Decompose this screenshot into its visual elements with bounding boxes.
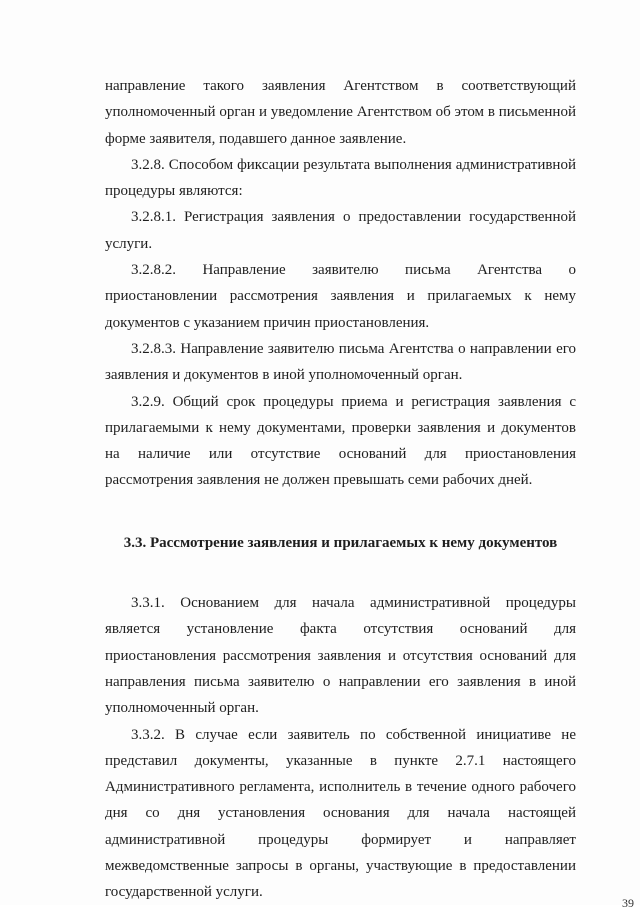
page-number: 39 bbox=[622, 896, 634, 910]
paragraph-3-2-8-3: 3.2.8.3. Направление заявителю письма Агентства о направлении его заявления и документов в иной уполномоченный орган. bbox=[105, 340, 576, 384]
paragraph-3-2-9: 3.2.9. Общий срок процедуры приема и регистрация заявления с прилагаемыми к нему документами, проверки заявления и документов на наличие или отсутствие оснований для приостановления рассмотрения заявления не должен превышать семи рабочих дней. bbox=[105, 393, 576, 489]
spacer bbox=[105, 494, 576, 530]
spacer bbox=[105, 556, 576, 590]
paragraph-3-3-1: 3.3.1. Основанием для начала административной процедуры является установление факта отсутствия оснований для приостановления рассмотрения заявления и отсутствия оснований для направления письма заявителю о направлении его заявления в иной уполномоченный орган. bbox=[105, 595, 576, 717]
paragraph-3-2-8: 3.2.8. Способом фиксации результата выполнения административной процедуры являются: bbox=[105, 156, 576, 200]
paragraph-3-2-8-2: 3.2.8.2. Направление заявителю письма Агентства о приостановлении рассмотрения заявления и прилагаемых к нему документов с указанием причин приостановления. bbox=[105, 262, 576, 331]
paragraph-3-3-2: 3.3.2. В случае если заявитель по собственной инициативе не представил документы, указанные в пункте 2.7.1 настоящего Административного регламента, исполнитель в течение одного рабочего дня со дня установления основания для начала настоящей административной процедуры формирует и направляет межведомственные запросы в органы, участвующие в предоставлении государственной услуги. bbox=[105, 726, 576, 901]
paragraph-3-2-8-1: 3.2.8.1. Регистрация заявления о предоставлении государственной услуги. bbox=[105, 209, 576, 252]
paragraph-continuation: направление такого заявления Агентством в соответствующий уполномоченный орган и уведомление Агентством об этом в письменной форме заявителя, подавшего данное заявление. bbox=[105, 78, 576, 147]
document-body bbox=[105, 73, 576, 906]
section-title: 3.3. Рассмотрение заявления и прилагаемых к нему документов bbox=[123, 534, 558, 551]
